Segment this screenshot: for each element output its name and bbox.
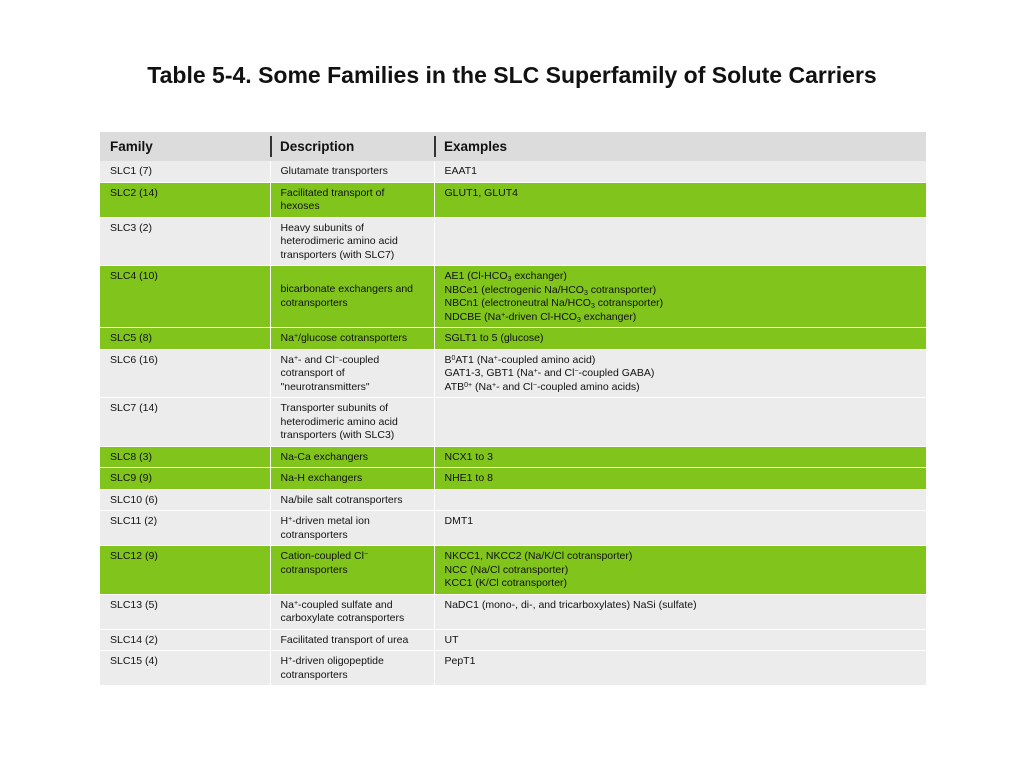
table-row [100, 594, 926, 629]
family-cell: SLC7 (14) [100, 398, 270, 447]
examples-cell [434, 546, 926, 595]
description-cell: Facilitated transport of hexoses [270, 182, 434, 217]
family-cell: SLC15 (4) [100, 651, 270, 686]
family-cell: SLC14 (2) [100, 629, 270, 651]
examples-cell: NaDC1 (mono-, di-, and tricarboxylates) NaSi (sulfate) [434, 594, 926, 629]
description-cell: Na/bile salt cotransporters [270, 489, 434, 511]
description-cell: Na+-coupled sulfate and carboxylate cotransporters [270, 594, 434, 629]
examples-cell: NCX1 to 3 [434, 446, 926, 468]
column-header-family: Family [100, 132, 270, 161]
description-cell: Na+- and Cl−-coupled cotransport of "neurotransmitters" [270, 349, 434, 398]
description-cell: Na-H exchangers [270, 468, 434, 490]
table-row [100, 349, 926, 398]
description-cell: H+-driven metal ion cotransporters [270, 511, 434, 546]
table-row [100, 328, 926, 350]
examples-cell: EAAT1 [434, 161, 926, 182]
table-row [100, 398, 926, 447]
example-line: NKCC1, NKCC2 (Na/K/Cl cotransporter) [444, 550, 633, 562]
table-row [100, 511, 926, 546]
description-cell: Glutamate transporters [270, 161, 434, 182]
example-line: NDCBE (Na+-driven $Cl-HCO_3$ exchanger) [444, 310, 637, 324]
description-cell: Na-Ca exchangers [270, 446, 434, 468]
example-line: NBCn1 (electroneutral $Na/HCO_3$ cotransporter) [444, 297, 664, 310]
example-line: $B^0AT1$ (Na+-coupled amino acid) [444, 353, 596, 366]
table-row [100, 217, 926, 266]
description-cell: Transporter subunits of heterodimeric amino acid transporters (with SLC3) [270, 398, 434, 447]
examples-cell [434, 489, 926, 511]
slc-table-container [100, 132, 926, 686]
family-cell: SLC12 (9) [100, 546, 270, 595]
table-header-row [100, 132, 926, 161]
examples-cell: UT [434, 629, 926, 651]
family-cell: SLC6 (16) [100, 349, 270, 398]
table-row [100, 546, 926, 595]
table-row [100, 446, 926, 468]
family-cell: SLC13 (5) [100, 594, 270, 629]
description-cell: Heavy subunits of heterodimeric amino acid transporters (with SLC7) [270, 217, 434, 266]
description-cell: H+-driven oligopeptide cotransporters [270, 651, 434, 686]
table-row [100, 266, 926, 328]
table-row [100, 629, 926, 651]
family-cell: SLC3 (2) [100, 217, 270, 266]
page-title: Table 5-4. Some Families in the SLC Superfamily of Solute Carriers [147, 62, 877, 88]
table-row [100, 182, 926, 217]
description-cell: Na+/glucose cotransporters [270, 328, 434, 350]
example-line: $ATB^{0+}$ (Na+- and Cl−-coupled amino acids) [444, 380, 640, 393]
examples-cell: DMT1 [434, 511, 926, 546]
column-header-examples: Examples [434, 132, 926, 161]
table-row [100, 161, 926, 182]
example-line: NBCe1 (electrogenic $Na/HCO_3$ cotransporter) [444, 283, 657, 297]
examples-cell: PepT1 [434, 651, 926, 686]
table-row [100, 468, 926, 490]
example-line: KCC1 (K/Cl cotransporter) [444, 577, 568, 589]
column-header-description: Description [270, 132, 434, 161]
family-cell: SLC11 (2) [100, 511, 270, 546]
example-line: AE1 ($Cl-HCO_3$ exchanger) [444, 270, 567, 283]
slc-families-table [100, 132, 927, 686]
family-cell: SLC1 (7) [100, 161, 270, 182]
table-row [100, 651, 926, 686]
examples-cell [434, 349, 926, 398]
table-row [100, 489, 926, 511]
family-cell: SLC2 (14) [100, 182, 270, 217]
family-cell: SLC10 (6) [100, 489, 270, 511]
example-line: NCC (Na/Cl cotransporter) [444, 563, 569, 576]
examples-cell: SGLT1 to 5 (glucose) [434, 328, 926, 350]
examples-cell: GLUT1, GLUT4 [434, 182, 926, 217]
examples-cell [434, 266, 926, 328]
family-cell: SLC4 (10) [100, 266, 270, 328]
example-line: GAT1-3, GBT1 (Na+- and Cl−-coupled GABA) [444, 367, 655, 379]
examples-cell: NHE1 to 8 [434, 468, 926, 490]
description-cell: Cation-coupled Cl− cotransporters [270, 546, 434, 595]
examples-cell [434, 217, 926, 266]
description-cell: bicarbonate exchangers and cotransporters [270, 266, 434, 328]
examples-cell [434, 398, 926, 447]
family-cell: SLC8 (3) [100, 446, 270, 468]
family-cell: SLC9 (9) [100, 468, 270, 490]
description-cell: Facilitated transport of urea [270, 629, 434, 651]
family-cell: SLC5 (8) [100, 328, 270, 350]
